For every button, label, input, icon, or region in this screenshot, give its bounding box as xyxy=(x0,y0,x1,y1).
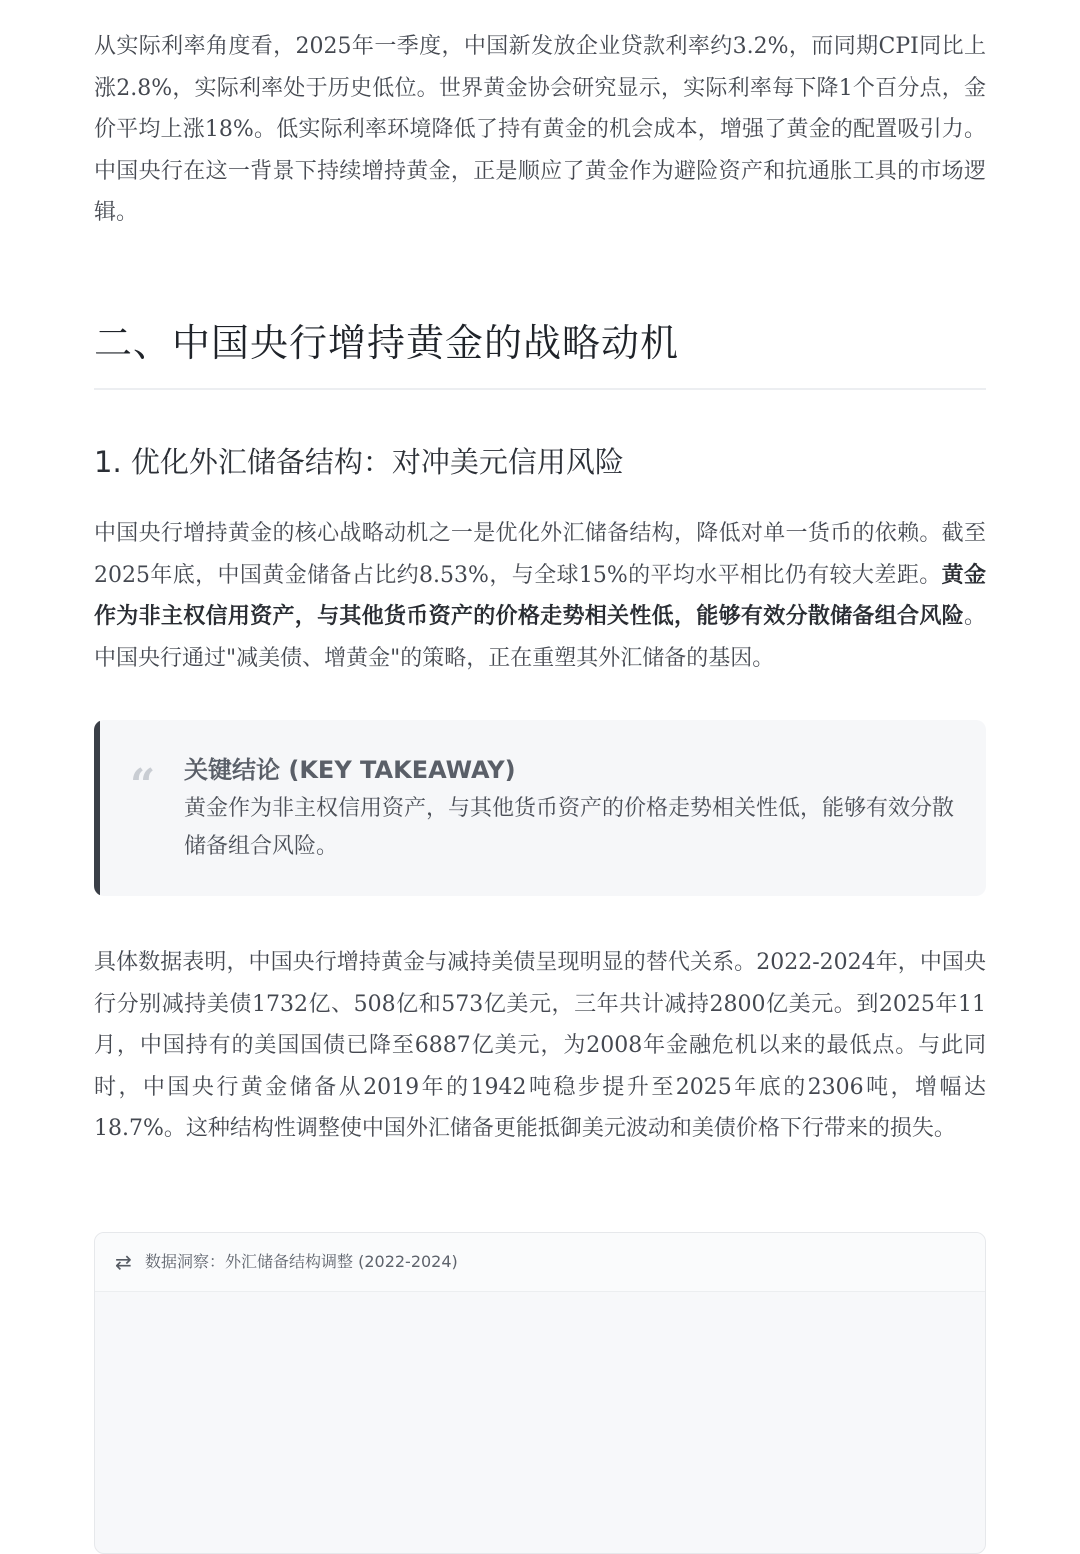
key-takeaway-callout xyxy=(94,720,986,896)
callout-accent-bar xyxy=(94,720,100,896)
callout-text: 黄金作为非主权信用资产，与其他货币资产的价格走势相关性低，能够有效分散储备组合风险。 xyxy=(184,796,955,859)
paragraph-text-end: 。中国央行通过"减美债、增黄金"的策略，正在重塑其外汇储备的基因。 xyxy=(94,604,986,671)
callout-title: 关键结论 (KEY TAKEAWAY) xyxy=(184,756,516,784)
quote-icon: “ xyxy=(130,760,156,811)
paragraph-bold-text: 黄金作为非主权信用资产，与其他货币资产的价格走势相关性低，能够有效分散储备组合风险 xyxy=(94,561,986,629)
paragraph-text-start: 中国央行增持黄金的核心战略动机之一是优化外汇储备结构，降低对单一货币的依赖。截至2025年底，中国黄金储备占比约8.53%，与全球15%的平均水平相比仍有较大差距。 xyxy=(94,521,986,588)
card-header xyxy=(95,1233,985,1292)
intro-paragraph: 从实际利率角度看，2025年一季度，中国新发放企业贷款利率约3.2%，而同期CPI同比上涨2.8%，实际利率处于历史低位。世界黄金协会研究显示，实际利率每下降1个百分点，金价平均上涨18%。低实际利率环境降低了持有黄金的机会成本，增强了黄金的配置吸引力。中国央行在这一背景下持续增持黄金，正是顺应了黄金作为避险资产和抗通胀工具的市场逻辑。 xyxy=(94,34,986,225)
data-paragraph: 具体数据表明，中国央行增持黄金与减持美债呈现明显的替代关系。2022-2024年，中国央行分别减持美债1732亿、508亿和573亿美元，三年共计减持2800亿美元。到2025年11月，中国持有的美国国债已降至6887亿美元，为2008年金融危机以来的最低点。与此同时，中国央行黄金储备从2019年的1942吨稳步提升至2025年底的2306吨，增幅达18.7%。这种结构性调整使中国外汇储备更能抵御美元波动和美债价格下行带来的损失。 xyxy=(94,950,986,1141)
section-divider xyxy=(94,388,986,390)
subsection-paragraph xyxy=(94,513,986,679)
section-heading: 二、中国央行增持黄金的战略动机 xyxy=(94,321,680,365)
exchange-arrows-icon: ⇄ xyxy=(115,1250,132,1274)
data-insight-card xyxy=(94,1232,986,1554)
subsection-heading: 1. 优化外汇储备结构：对冲美元信用风险 xyxy=(94,445,624,479)
card-title: 数据洞察：外汇储备结构调整 (2022-2024) xyxy=(145,1252,458,1271)
